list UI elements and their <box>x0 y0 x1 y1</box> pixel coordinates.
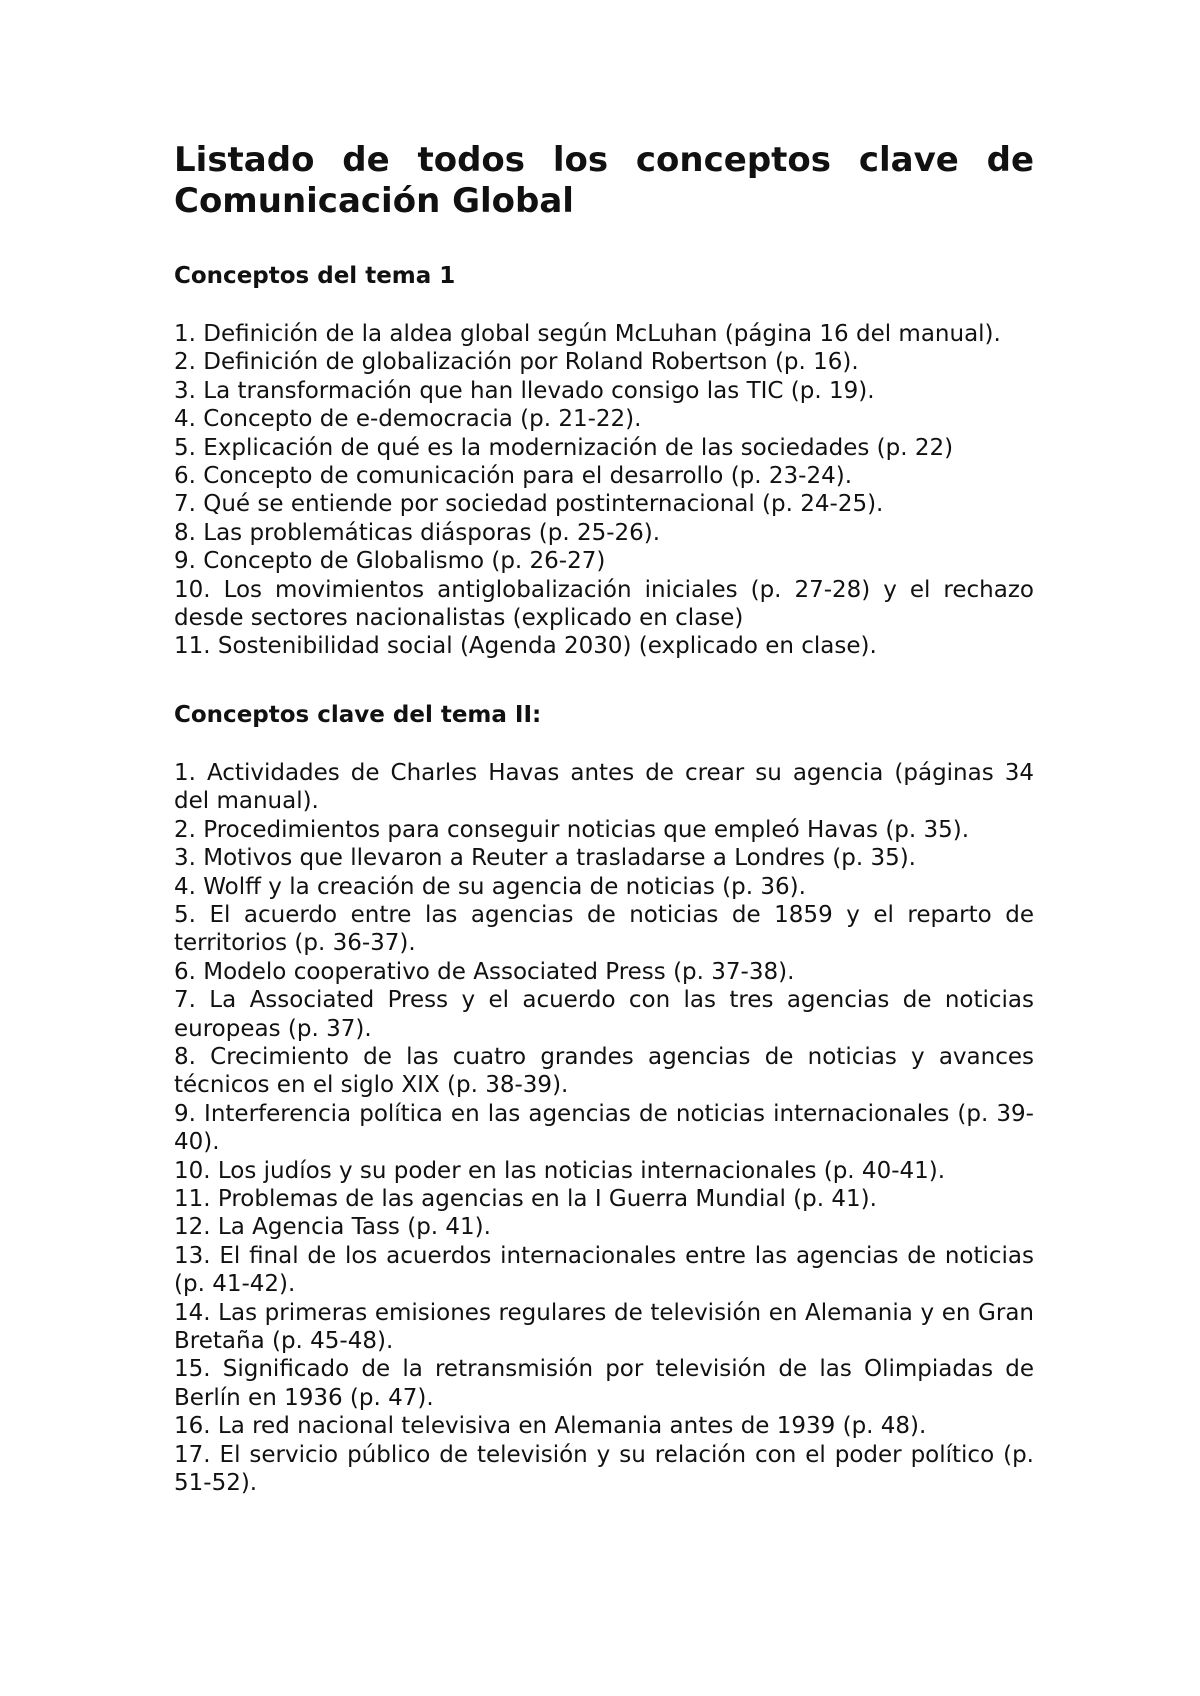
list-item: 15. Significado de la retransmisión por televisión de las Olimpiadas de Berlín en 1936 (p. 47). <box>174 1356 1034 1411</box>
list-item: 6. Modelo cooperativo de Associated Press (p. 37-38). <box>174 958 795 985</box>
list-item: 9. Concepto de Globalismo (p. 26-27) <box>174 548 606 575</box>
list-item: 3. Motivos que llevaron a Reuter a trasladarse a Londres (p. 35). <box>174 845 916 872</box>
list-item: 13. El final de los acuerdos internacionales entre las agencias de noticias (p. 41-42). <box>174 1242 1034 1298</box>
list-item: 7. Qué se entiende por sociedad postinternacional (p. 24-25). <box>174 491 884 518</box>
list-item: 12. La Agencia Tass (p. 41). <box>174 1214 491 1241</box>
list-item: 1. Actividades de Charles Havas antes de crear su agencia (páginas 34 del manual). <box>174 759 1034 815</box>
list-item: 6. Concepto de comunicación para el desarrollo (p. 23-24). <box>174 463 853 490</box>
list-item: 4. Concepto de e-democracia (p. 21-22). <box>174 406 642 433</box>
concept-list-tema-1 <box>174 320 1034 661</box>
list-item: 8. Crecimiento de las cuatro grandes agencias de noticias y avances técnicos en el siglo XIX (p. 38-39). <box>174 1043 1034 1099</box>
list-item: 16. La red nacional televisiva en Alemania antes de 1939 (p. 48). <box>174 1413 927 1440</box>
list-item: 7. La Associated Press y el acuerdo con las tres agencias de noticias europeas (p. 37). <box>174 987 1034 1042</box>
list-item: 11. Problemas de las agencias en la I Guerra Mundial (p. 41). <box>174 1185 877 1212</box>
list-item: 10. Los judíos y su poder en las noticias internacionales (p. 40-41). <box>174 1157 946 1184</box>
list-item: 3. La transformación que han llevado consigo las TIC (p. 19). <box>174 377 875 404</box>
list-item: 11. Sostenibilidad social (Agenda 2030) (explicado en clase). <box>174 633 877 660</box>
list-item: 4. Wolff y la creación de su agencia de noticias (p. 36). <box>174 873 806 900</box>
list-item: 2. Procedimientos para conseguir noticias que empleó Havas (p. 35). <box>174 816 970 843</box>
section-heading-tema-1: Conceptos del tema 1 <box>174 263 456 289</box>
list-item: 5. El acuerdo entre las agencias de noticias de 1859 y el reparto de territorios (p. 36-37). <box>174 901 1034 957</box>
concept-list-tema-2 <box>174 759 1034 1498</box>
list-item: 1. Definición de la aldea global según McLuhan (página 16 del manual). <box>174 321 1001 347</box>
document-title: Listado de todos los conceptos clave de Comunicación Global <box>174 140 1034 221</box>
list-item: 5. Explicación de qué es la modernización de las sociedades (p. 22) <box>174 434 954 461</box>
list-item: 17. El servicio público de televisión y su relación con el poder político (p. 51-52). <box>174 1441 1034 1497</box>
list-item: 9. Interferencia política en las agencias de noticias internacionales (p. 39-40). <box>174 1100 1034 1156</box>
list-item: 10. Los movimientos antiglobalización iniciales (p. 27-28) y el rechazo desde sectores nacionalistas (explicado en clase) <box>174 576 1034 632</box>
list-item: 8. Las problemáticas diásporas (p. 25-26). <box>174 519 661 546</box>
list-item: 2. Definición de globalización por Roland Robertson (p. 16). <box>174 349 859 376</box>
section-heading-tema-2: Conceptos clave del tema II: <box>174 701 542 728</box>
list-item: 14. Las primeras emisiones regulares de televisión en Alemania y en Gran Bretaña (p. 45-48). <box>174 1299 1034 1354</box>
document-content <box>174 140 1034 1497</box>
